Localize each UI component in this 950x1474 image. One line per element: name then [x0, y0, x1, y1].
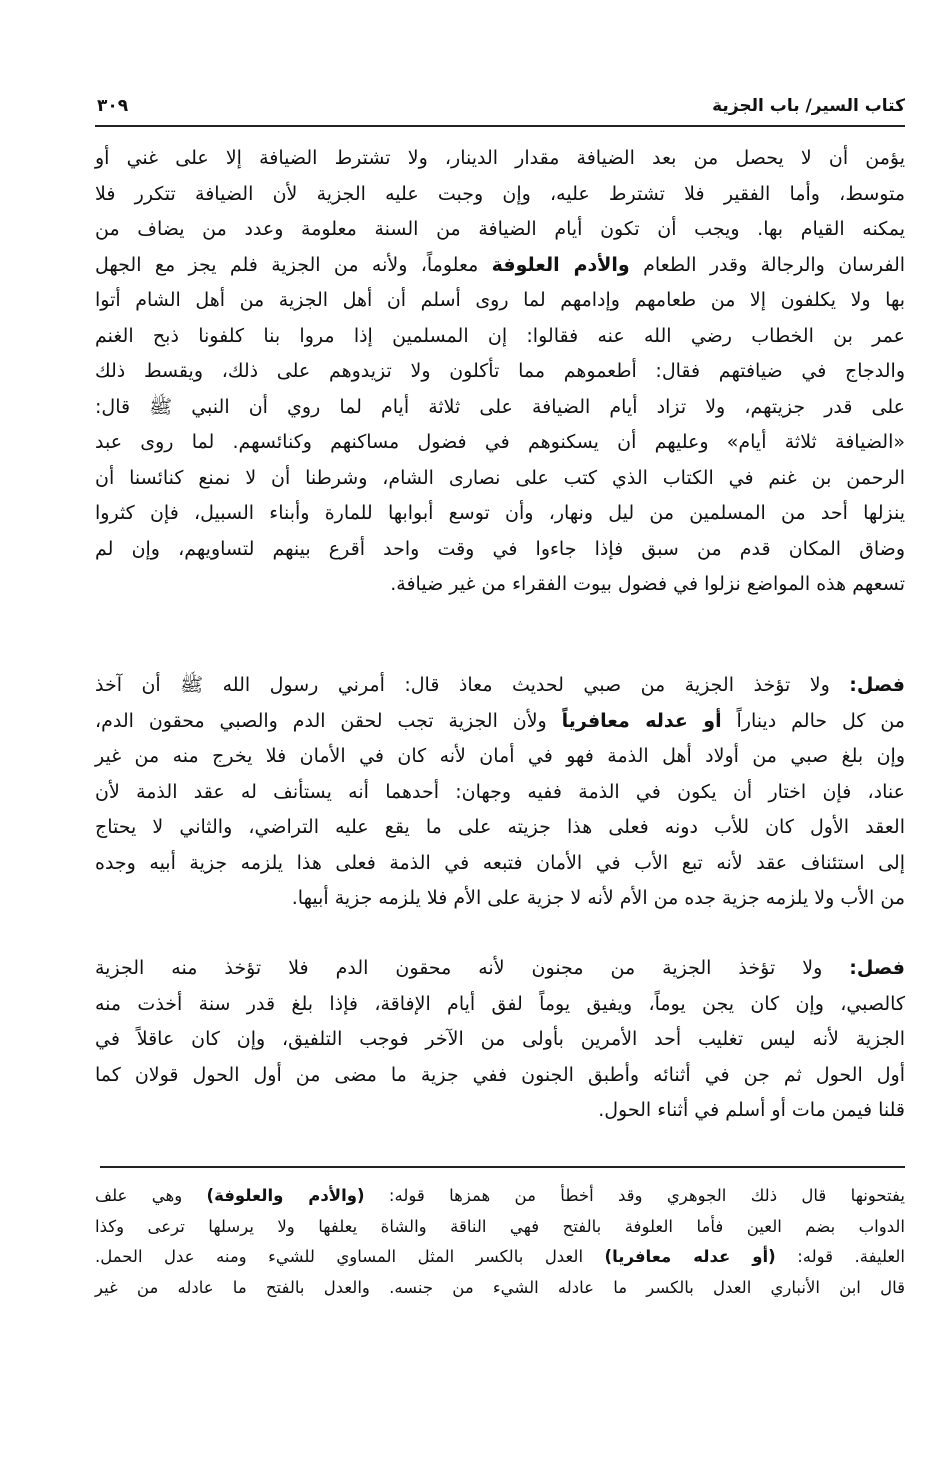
bold-text-segment: فصل: [849, 674, 905, 696]
text-line [95, 179, 905, 209]
text-segment: أول الحول ثم جن في أثنائه وأطبق الجنون ففي جزية ما مضى من أول الحول قولان كما [95, 1063, 905, 1086]
text-line [95, 1024, 905, 1054]
text-segment: قال ابن الأنباري العدل بالكسر ما عادله الشيء من جنسه. والعدل بالفتح ما عادله من غير [95, 1277, 905, 1297]
text-segment: ينزلها أحد من المسلمين من ليل ونهار، وأن توسع أبوابها للمارة وأبناء السبيل، فإن كثروا [95, 502, 905, 524]
text-segment: العقد الأول كان للأب دونه فعلى هذا جزيته على ما يقع عليه التراضي، والثاني لا يحتاج [95, 816, 905, 838]
text-line [95, 777, 905, 807]
footnote-line [95, 1183, 905, 1209]
text-segment: العليفة. قوله: [775, 1247, 905, 1266]
text-line [95, 427, 905, 457]
text-segment: «الضيافة ثلاثة أيام» وعليهم أن يسكنوهم في فضول مساكنهم وكنائسهم. لما روى عبد [95, 431, 905, 453]
text-segment: تسعهم هذه المواضع نزلوا في فضول بيوت الفقراء من غير ضيافة. [390, 573, 905, 595]
text-segment: الرحمن بن غنم في الكتاب الذي كتب على نصارى الشام، وشرطنا أن لا نمنع كنائسنا أن [95, 466, 905, 489]
text-segment: الجزية لأنه ليس تغليب أحد الأمرين بأولى من الآخر فوجب التلفيق، وإن كان عاقلاً في [95, 1028, 905, 1050]
text-segment: يفتحونها قال ذلك الجوهري وقد أخطأ من همزها قوله: [364, 1186, 905, 1205]
text-line [95, 670, 905, 700]
text-line [95, 214, 905, 244]
text-segment: عمر بن الخطاب رضي الله عنه فقالوا: إن المسلمين إذا مروا بنا كلفونا ذبح الغنم [95, 324, 905, 347]
text-line [95, 1095, 905, 1125]
text-segment: بها ولا يكلفون إلا من طعامهم وإدامهم لما روى أسلم أن أهل الجزية من أهل الشام أتوا [95, 289, 905, 311]
text-segment: إلى استئناف عقد لأنه تبع الأب في الأمان فتبعه في الذمة فعلى هذا يلزمه جزية أبيه وجده [95, 851, 905, 874]
header-rule [95, 125, 905, 127]
text-segment: من كل حالم ديناراً [721, 709, 905, 732]
text-segment: كالصبي، وإن كان يجن يوماً، ويفيق يوماً لفق أيام الإفاقة، فإذا بلغ قدر سنة أخذت منه [95, 992, 905, 1015]
text-line [95, 989, 905, 1019]
text-segment: على قدر جزيتهم، ولا تزاد أيام الضيافة على ثلاثة أيام لما روي أن النبي ﷺ قال: [95, 395, 905, 418]
bold-text-segment: (والأدم والعلوفة) [206, 1186, 365, 1205]
bold-text-segment: والأدم العلوفة [491, 253, 630, 276]
text-segment: معلوماً، ولأنه من الجزية فلم يجز مع الجهل [95, 253, 492, 276]
text-segment: الدواب بضم العين فأما العلوفة بالفتح فهي الناقة والشاة يعلفها ولا يرسلها ترعى وكذا [95, 1216, 905, 1236]
text-segment: قلنا فيمن مات أو أسلم في أثناء الحول. [598, 1099, 905, 1121]
text-line [95, 285, 905, 315]
running-header-title: كتاب السير/ باب الجزية [712, 96, 905, 116]
footnote-line [95, 1275, 905, 1301]
bold-text-segment: (أو عدله معافريا) [604, 1247, 776, 1266]
text-segment: ولا تؤخذ الجزية من صبي لحديث معاذ قال: أمرني رسول الله ﷺ أن آخذ [95, 674, 850, 696]
text-line [95, 463, 905, 493]
text-line [95, 848, 905, 878]
text-segment: والدجاج في ضيافتهم فقال: أطعموهم مما تأكلون ولا تزيدوهم على ذلك، ويقسط ذلك [95, 360, 905, 382]
text-segment: متوسط، وأما الفقير فلا تشترط عليه، وإن وجبت عليه الجزية لأن الضيافة تتكرر فلا [95, 182, 905, 205]
text-segment: من الأب ولا يلزمه جزية جده من الأم لأنه لا جزية على الأم فلا يلزمه جزية أبيها. [291, 887, 905, 909]
bold-text-segment: فصل: [849, 957, 905, 979]
text-line [95, 498, 905, 528]
page-number: ٣٠٩ [97, 96, 129, 116]
text-line [95, 883, 905, 913]
footnote-line [95, 1244, 905, 1270]
text-line [95, 741, 905, 771]
text-segment: وضاق المكان قدم من سبق فإذا جاءوا في وقت واحد أقرع بينهم لتساويهم، وإن لم [95, 537, 905, 560]
bold-text-segment: أو عدله معافرياً [561, 709, 722, 732]
text-line [95, 953, 905, 983]
text-line [95, 569, 905, 599]
footnote-rule [100, 1166, 905, 1168]
text-segment: وإن بلغ صبي من أولاد أهل الذمة فهو في أمان لأنه كان في الأمان فلا يخرج منه من غير [95, 745, 905, 767]
footnote-line [95, 1214, 905, 1240]
text-segment: يؤمن أن لا يحصل من بعد الضيافة مقدار الدينار، ولا تشترط الضيافة إلا على غني أو [95, 147, 905, 169]
text-line [95, 534, 905, 564]
text-line [95, 143, 905, 173]
text-line [95, 392, 905, 422]
text-segment: الفرسان والرجالة وقدر الطعام [629, 253, 906, 276]
text-line [95, 250, 905, 280]
text-line [95, 321, 905, 351]
text-line [95, 1060, 905, 1090]
text-segment: ولا تؤخذ الجزية من مجنون لأنه محقون الدم فلا تؤخذ منه الجزية [95, 957, 850, 979]
text-line [95, 706, 905, 736]
text-segment: العدل بالكسر المثل المساوي للشيء ومنه عدل الحمل. [95, 1247, 605, 1266]
text-line [95, 812, 905, 842]
text-segment: يمكنه القيام بها. ويجب أن تكون أيام الضيافة من السنة معلومة وعدد من يضاف من [95, 218, 905, 240]
text-segment: ولأن الجزية تجب لحقن الدم والصبي محقون الدم، [95, 709, 562, 732]
text-line [95, 356, 905, 386]
text-segment: وهي علف [95, 1186, 207, 1205]
text-segment: عناد، فإن اختار أن يكون في الذمة ففيه وجهان: أحدهما أنه يستأنف له عقد الذمة لأن [95, 780, 905, 803]
